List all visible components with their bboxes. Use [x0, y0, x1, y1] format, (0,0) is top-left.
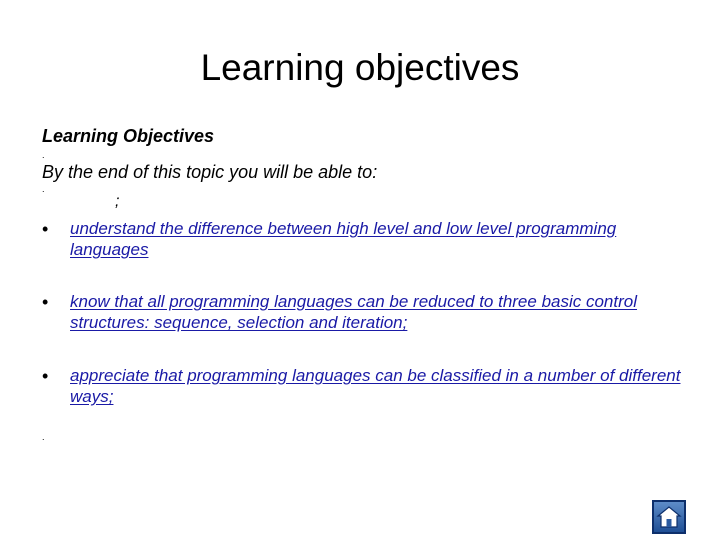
objective-link[interactable]: understand the difference between high level and low level programming languages — [70, 219, 617, 259]
bullet-marker: • — [42, 366, 49, 386]
objective-link[interactable]: know that all programming languages can be reduced to three basic control structures: sequence, selection and iteration; — [70, 292, 638, 332]
semicolon: ; — [115, 193, 120, 210]
intro-dot: . — [42, 184, 45, 194]
bullet-marker: • — [42, 292, 49, 312]
objectives-heading: Learning Objectives — [42, 126, 215, 146]
home-button[interactable] — [652, 500, 686, 534]
objective-link[interactable]: appreciate that programming languages can be classified in a number of different ways; — [70, 366, 681, 406]
home-icon — [656, 505, 682, 529]
intro-text: By the end of this topic you will be able to: — [42, 162, 378, 182]
slide-title: Learning objectives — [200, 47, 520, 88]
heading-dot: . — [42, 150, 45, 160]
end-dot: . — [42, 432, 45, 442]
bullet-marker: • — [42, 219, 49, 239]
